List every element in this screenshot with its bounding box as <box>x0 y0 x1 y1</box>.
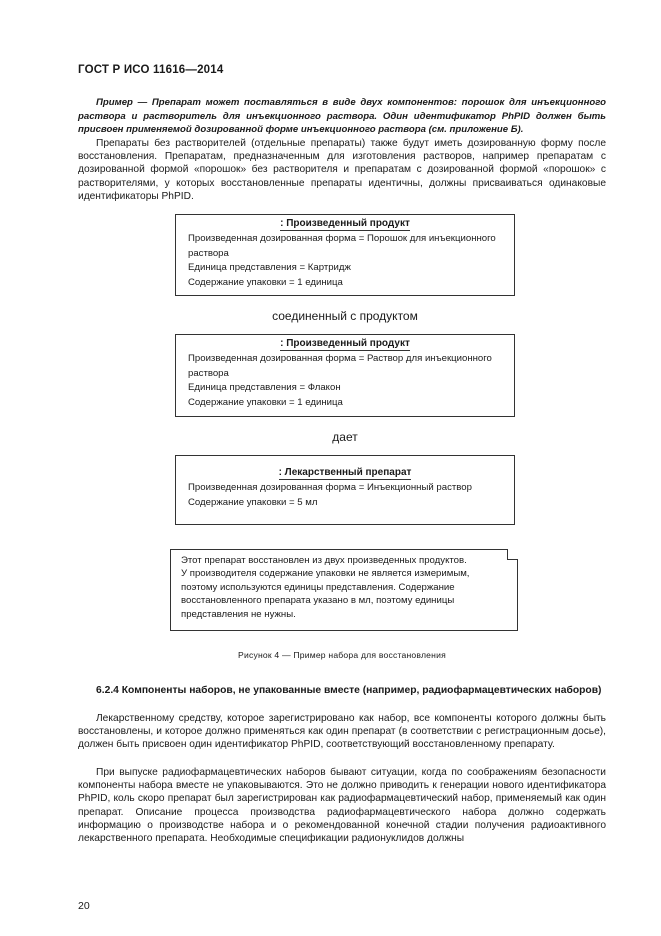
box-attribute: Содержание упаковки = 1 единица <box>188 276 343 288</box>
box-title: : Лекарственный препарат <box>278 467 412 478</box>
document-header: ГОСТ Р ИСО 11616—2014 <box>78 64 224 76</box>
example-note: Пример — Препарат может поставляться в виде двух компонентов: порошок для инъекционного раствора и растворитель для инъекционного раствора. Один идентификатор PhPID должен быть присвоен применяемой дозированной форме инъекционного раствора (см. приложение Б). <box>78 97 606 135</box>
manufactured-product-box-2 <box>175 334 515 417</box>
section-paragraph-2: При выпуске радиофармацевтических наборов бывают ситуации, когда по соображениям безопасности компоненты набора вместе не упаковываются. Это не должно приводить к генерации нового идентификатора PhPID, коль скоро препарат был зарегистрирован как радиофармацевтический набор, применяемый как один препарат. Описание процесса производства радиофармацевтического набора должно содержать информацию о производстве набора и о рекомендованной конечной стадии получения радиоактивного лекарственного препарата. Необходимые спецификации радионуклидов должны <box>78 767 606 845</box>
note-line: представления не нужны. <box>181 608 296 620</box>
section-paragraph-1: Лекарственному средству, которое зарегистрировано как набор, все компоненты которого должны быть восстановлены, и которое должно применяться как один препарат (в соответствии с регистрационным досье), должен быть присвоен один идентификатор PhPID, соответствующий восстановленному препарату. <box>78 713 606 751</box>
box-attribute: Содержание упаковки = 5 мл <box>188 496 318 508</box>
box-title: : Произведенный продукт <box>280 218 410 229</box>
figure-caption: Рисунок 4 — Пример набора для восстановления <box>238 650 446 660</box>
box-attribute: Содержание упаковки = 1 единица <box>188 396 343 408</box>
box-attribute: Произведенная дозированная форма = Порошок для инъекционного раствора <box>188 233 496 259</box>
section-heading: 6.2.4 Компоненты наборов, не упакованные вместе (например, радиофармацевтических наборов) <box>96 685 602 696</box>
note-line: поэтому используются единицы представления. Содержание <box>181 581 455 593</box>
paragraph-dosage-form: Препараты без растворителей (отдельные препараты) также будут иметь дозированную форму после восстановления. Препаратам, предназначенным для изготовления растворов, например препаратам с дозированной формой «порошок» без растворителя и препаратам с дозированной формой «порошок» с растворителями, у которых восстановленные препараты идентичны, должны присваиваться одинаковые идентификаторы PhPID. <box>78 138 606 202</box>
note-line: У производителя содержание упаковки не является измеримым, <box>181 568 470 580</box>
medicinal-product-box <box>175 455 515 525</box>
note-line: Этот препарат восстановлен из двух произведенных продуктов. <box>181 555 467 566</box>
box-attribute: Произведенная дозированная форма = Инъекционный раствор <box>188 482 472 493</box>
connector-label: соединенный с продуктом <box>272 309 418 323</box>
note-line: восстановленного препарата указано в мл, поэтому единицы <box>181 595 455 607</box>
box-attribute: Единица представления = Картридж <box>188 262 351 274</box>
manufactured-product-box-1 <box>175 214 515 296</box>
box-attribute: Произведенная дозированная форма = Раствор для инъекционного раствора <box>188 353 492 379</box>
page-number: 20 <box>78 900 90 912</box>
note-fold-icon <box>507 549 518 560</box>
comment-note <box>170 549 518 631</box>
box-title: : Произведенный продукт <box>280 338 410 349</box>
connector-label: дает <box>332 430 358 444</box>
box-attribute: Единица представления = Флакон <box>188 382 341 394</box>
